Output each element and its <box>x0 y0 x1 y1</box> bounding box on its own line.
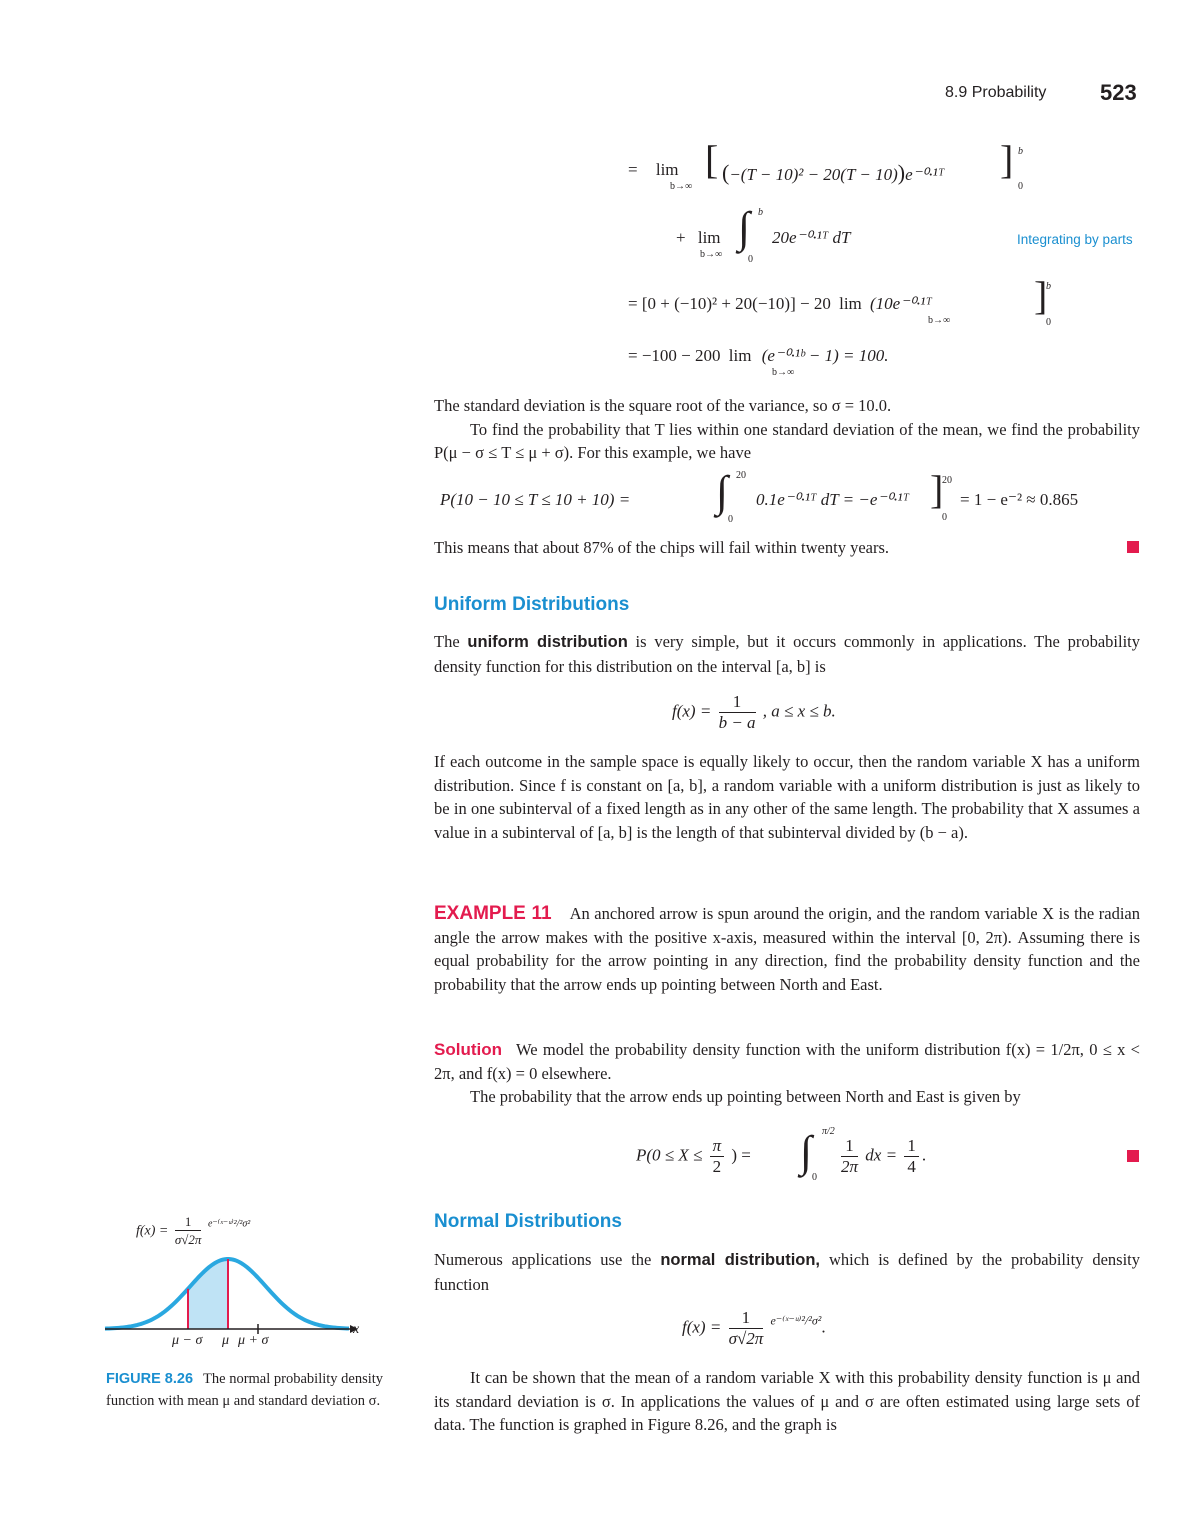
uniform-explanation: If each outcome in the sample space is equally likely to occur, then the random variable X has a uniform distribution. Since f is constant on [a, b], a random variable with a uniform distribution is just as likely to be in one subinterval of a fixed length as in any other of the same length. The probability that X assumes a value in a subinterval of [a, b] is the length of that subinterval divided by (b − a). <box>434 752 1140 842</box>
derivation-line-4: = −100 − 200 lim (e⁻⁰·¹ᵇ − 1) = 100. <box>628 346 889 365</box>
example-integral-upper: π/2 <box>822 1126 835 1137</box>
lim-subscript-4: b→∞ <box>772 367 795 378</box>
derivation-line-1-body: (−(T − 10)² − 20(T − 10))e⁻⁰·¹ᵀ <box>722 160 945 185</box>
margin-note: Integrating by parts <box>1017 232 1133 247</box>
end-of-example-mark-2 <box>1127 1150 1139 1162</box>
derivation-line-2: + lim <box>676 228 721 247</box>
lim-subscript: b→∞ <box>670 181 693 192</box>
example-integral-sign: ∫ <box>800 1127 813 1176</box>
normal-intro: Numerous applications use the normal distribution, which is defined by the probability density function <box>434 1250 1141 1294</box>
prob-integral-sign: ∫ <box>716 467 729 516</box>
solution: Solution We model the probability density function with the uniform distribution f(x) = 1/2π, 0 ≤ x < 2π, and f(x) = 0 elsewhere. The probability that the arrow ends up pointing between North and East is given by <box>434 1040 1140 1106</box>
eval-lower-3: 0 <box>1046 317 1051 328</box>
prob-eq-right: = 1 − e⁻² ≈ 0.865 <box>960 490 1079 509</box>
tick-label-right: μ + σ <box>238 1333 269 1348</box>
prob-eval-upper: 20 <box>942 475 952 486</box>
bracket-open: [ <box>705 137 719 182</box>
derivation-line-3: = [0 + (−10)² + 20(−10)] − 20 lim (10e⁻⁰·¹ᵀ <box>628 294 932 313</box>
running-head: 8.9 Probability <box>945 84 1047 101</box>
lim-subscript-2: b→∞ <box>700 249 723 260</box>
normal-formula: f(x) = $\frac{1}{\sigma√2\pi}$ $^{e^{-(}ˣ^-ᵘ^{)2}/^2\sigma^2}$. <box>682 1308 826 1348</box>
prob-eq-left: P(10 − 10 ≤ T ≤ 10 + 10) = <box>440 490 631 509</box>
normal-curve-figure <box>100 1250 370 1360</box>
prob-bracket: ] <box>930 467 944 512</box>
uniform-intro: The uniform distribution is very simple, but it occurs commonly in applications. The probability density function for this distribution on the interval [a, b] is <box>434 632 1140 676</box>
lim-subscript-3: b→∞ <box>928 315 951 326</box>
example-integral-lower: 0 <box>812 1172 817 1183</box>
derivation-line-1: = lim <box>628 160 679 179</box>
page-number: 523 <box>1100 80 1137 105</box>
eval-upper: b <box>1018 146 1023 157</box>
integral-lower: 0 <box>748 254 753 265</box>
example-11: EXAMPLE 11 An anchored arrow is spun around the origin, and the random variable X is the radian angle the arrow makes with the positive x-axis, measured within the interval [0, 2π). Assuming there is equal probability for the arrow pointing in any direction, find the probability density function and the probability that the arrow ends up pointing between North and East. <box>434 903 1140 994</box>
eval-upper-3: b <box>1046 281 1051 292</box>
example-label: EXAMPLE 11 <box>434 903 552 924</box>
bracket-close-3: ] <box>1034 273 1048 318</box>
integral-sign: ∫ <box>738 203 751 252</box>
tick-label-mid: μ <box>222 1333 230 1348</box>
figure-caption: FIGURE 8.26 The normal probability density function with mean μ and standard deviation σ. <box>106 1371 384 1409</box>
figure-formula: f(x) = $\frac{1}{\sigma√2\pi}$ $^{e^{-(}ˣ^-ᵘ^{)2}/^2\sigma^2}$ <box>136 1214 251 1247</box>
prob-integral-upper: 20 <box>736 470 746 481</box>
figure-x-label: x <box>353 1322 360 1337</box>
std-dev-paragraph: The standard deviation is the square root of the variance, so σ = 10.0. To find the probability that T lies within one standard deviation of the mean, we find the probability P(μ − σ ≤ T ≤ μ + σ). For this example, we have <box>434 396 1140 462</box>
figure-caption-label: FIGURE 8.26 <box>106 1371 194 1387</box>
prob-eval-lower: 0 <box>942 512 947 523</box>
lim-label: lim <box>655 160 679 179</box>
example-equation: P(0 ≤ X ≤ $\frac{\pi}{2}$ ) = <box>636 1136 751 1176</box>
prob-eq-integrand: 0.1e⁻⁰·¹ᵀ dT = −e⁻⁰·¹ᵀ <box>756 490 910 509</box>
prob-integral-lower: 0 <box>728 514 733 525</box>
end-of-example-mark <box>1127 541 1139 553</box>
uniform-formula: f(x) = $\frac{1}{b - a}$ , a ≤ x ≤ b. <box>672 692 836 732</box>
uniform-heading: Uniform Distributions <box>434 594 630 615</box>
chips-paragraph: This means that about 87% of the chips will fail within twenty years. <box>434 538 890 557</box>
example-equation-right: $\frac{1}{2\pi}$ dx = $\frac{1}{4}$ . <box>841 1136 927 1176</box>
solution-label: Solution <box>434 1040 502 1059</box>
bracket-close: ] <box>1000 137 1014 182</box>
integral-upper: b <box>758 207 763 218</box>
integrand: 20e⁻⁰·¹ᵀ dT <box>772 228 851 247</box>
eval-lower: 0 <box>1018 181 1023 192</box>
normal-text: It can be shown that the mean of a random variable X with this probability density function is μ and its standard deviation is σ. In applications the values of μ and σ are often estimated using large sets of data. The function is graphed in Figure 8.26, and the graph is <box>434 1368 1140 1434</box>
normal-heading: Normal Distributions <box>434 1211 622 1232</box>
tick-label-left: μ − σ <box>172 1333 203 1348</box>
